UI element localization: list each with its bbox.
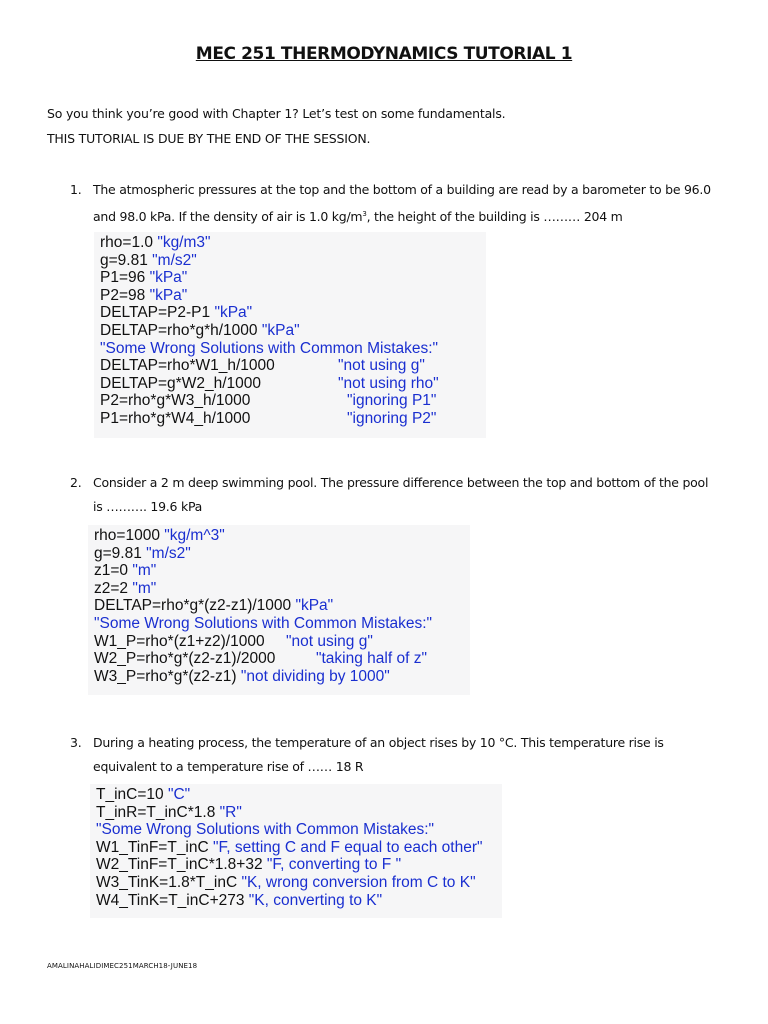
code-line — [100, 340, 480, 358]
code-expression: W1_P=rho*(z1+z2)/1000 — [94, 632, 265, 650]
code-expression: T_inC=10 — [96, 786, 168, 803]
code-string: "m" — [132, 579, 157, 597]
code-expression: g=9.81 — [94, 544, 147, 562]
code-expression: DELTAP=rho*W1_h/1000 — [100, 357, 275, 375]
page-title: MEC 251 THERMODYNAMICS TUTORIAL 1 — [195, 44, 573, 64]
code-comment: "taking half of z" — [316, 650, 427, 668]
intro-line-2: THIS TUTORIAL IS DUE BY THE END OF THE SESSION. — [47, 131, 371, 146]
code-line — [96, 892, 496, 910]
code-expression: T_inR=T_inC*1.8 — [96, 803, 220, 821]
code-line — [94, 650, 464, 668]
question-3 — [70, 731, 720, 779]
code-comment: "ignoring P2" — [347, 409, 437, 427]
question-text-line-2: is ………. 19.6 kPa — [93, 499, 203, 514]
question-text-line-1: Consider a 2 m deep swimming pool. The pressure difference between the top and bottom of the pool — [93, 475, 709, 490]
code-expression: z2=2 — [94, 579, 133, 597]
code-line — [100, 252, 480, 270]
code-expression: P2=98 — [100, 286, 150, 304]
code-comment: "ignoring P1" — [347, 392, 437, 410]
code-string: "kPa" — [214, 304, 253, 322]
question-number: 2. — [70, 475, 82, 490]
code-expression: z1=0 — [94, 562, 133, 580]
code-line — [96, 804, 496, 822]
code-expression: W2_P=rho*g*(z2-z1)/2000 — [94, 650, 276, 668]
question-text-line-1: The atmospheric pressures at the top and the bottom of a building are read by a barometer to be 96.0 — [93, 182, 711, 197]
code-comment: "not using g" — [286, 632, 373, 650]
intro-line-1: So you think you’re good with Chapter 1? Let’s test on some fundamentals. — [47, 106, 506, 121]
code-line — [100, 375, 480, 393]
code-comment: "not using rho" — [338, 374, 439, 392]
code-line — [94, 527, 464, 545]
question-2 — [70, 471, 720, 519]
code-line — [96, 839, 496, 857]
question-text-line-2: equivalent to a temperature rise of …… 18 R — [93, 759, 364, 774]
code-block-2 — [88, 525, 470, 695]
code-expression: DELTAP=g*W2_h/1000 — [100, 374, 261, 392]
code-line — [94, 545, 464, 563]
code-block-1 — [94, 232, 486, 438]
code-line — [100, 304, 480, 322]
code-line — [100, 410, 480, 428]
code-expression: W4_TinK=T_inC+273 — [96, 891, 249, 909]
code-string: "R" — [219, 803, 242, 821]
code-expression: DELTAP=rho*g*(z2-z1)/1000 — [94, 597, 296, 615]
code-expression: W1_TinF=T_inC — [96, 838, 213, 856]
code-string: "Some Wrong Solutions with Common Mistakes:" — [100, 339, 439, 357]
question-number: 1. — [70, 182, 82, 197]
code-line — [100, 269, 480, 287]
code-line — [94, 615, 464, 633]
code-expression: W3_P=rho*g*(z2-z1) — [94, 667, 241, 685]
code-string: "m" — [132, 562, 157, 580]
code-expression: rho=1.0 — [100, 234, 158, 251]
code-comment: "not using g" — [338, 357, 425, 375]
code-string: "kPa" — [295, 597, 334, 615]
code-expression: W3_TinK=1.8*T_inC — [96, 873, 242, 891]
question-text-line-1: During a heating process, the temperature of an object rises by 10 °C. This temperature rise is — [93, 735, 664, 750]
code-line — [96, 856, 496, 874]
code-line — [96, 786, 496, 804]
code-line — [94, 668, 464, 686]
code-line — [100, 392, 480, 410]
code-line — [94, 633, 464, 651]
code-line — [100, 322, 480, 340]
question-number: 3. — [70, 735, 82, 750]
code-string: "K, converting to K" — [248, 891, 383, 909]
code-expression: P1=96 — [100, 269, 150, 287]
code-string: "kg/m3" — [157, 234, 211, 251]
code-string: "Some Wrong Solutions with Common Mistakes:" — [94, 614, 433, 632]
code-expression: DELTAP=P2-P1 — [100, 304, 215, 322]
code-expression: P1=rho*g*W4_h/1000 — [100, 409, 251, 427]
code-line — [94, 580, 464, 598]
code-string: "m/s2" — [146, 544, 191, 562]
code-line — [96, 874, 496, 892]
code-expression: g=9.81 — [100, 251, 153, 269]
code-string: "m/s2" — [152, 251, 197, 269]
code-line — [100, 357, 480, 375]
code-string: "kPa" — [261, 321, 300, 339]
code-line — [96, 821, 496, 839]
code-string: "kPa" — [149, 286, 188, 304]
code-string: "C" — [167, 786, 191, 803]
code-string: "not dividing by 1000" — [240, 667, 390, 685]
code-line — [100, 234, 480, 252]
footer: AMALINAHALIDIMEC251MARCH18-JUNE18 — [47, 962, 198, 970]
question-text-line-2: and 98.0 kPa. If the density of air is 1.0 $kg/m^3$, the height of the building is ……… 204 m — [93, 209, 623, 225]
code-string: "kg/m^3" — [164, 527, 225, 544]
code-string: "Some Wrong Solutions with Common Mistakes:" — [96, 821, 435, 839]
question-1 — [70, 178, 720, 229]
code-expression: rho=1000 — [94, 527, 165, 544]
code-block-3 — [90, 784, 502, 918]
code-line — [94, 562, 464, 580]
code-expression: DELTAP=rho*g*h/1000 — [100, 321, 262, 339]
code-string: "F, setting C and F equal to each other" — [213, 838, 483, 856]
code-string: "kPa" — [149, 269, 188, 287]
code-line — [94, 597, 464, 615]
code-string: "K, wrong conversion from C to K" — [241, 873, 476, 891]
code-line — [100, 287, 480, 305]
code-string: "F, converting to F " — [266, 856, 402, 874]
code-expression: W2_TinF=T_inC*1.8+32 — [96, 856, 267, 874]
code-expression: P2=rho*g*W3_h/1000 — [100, 392, 251, 410]
